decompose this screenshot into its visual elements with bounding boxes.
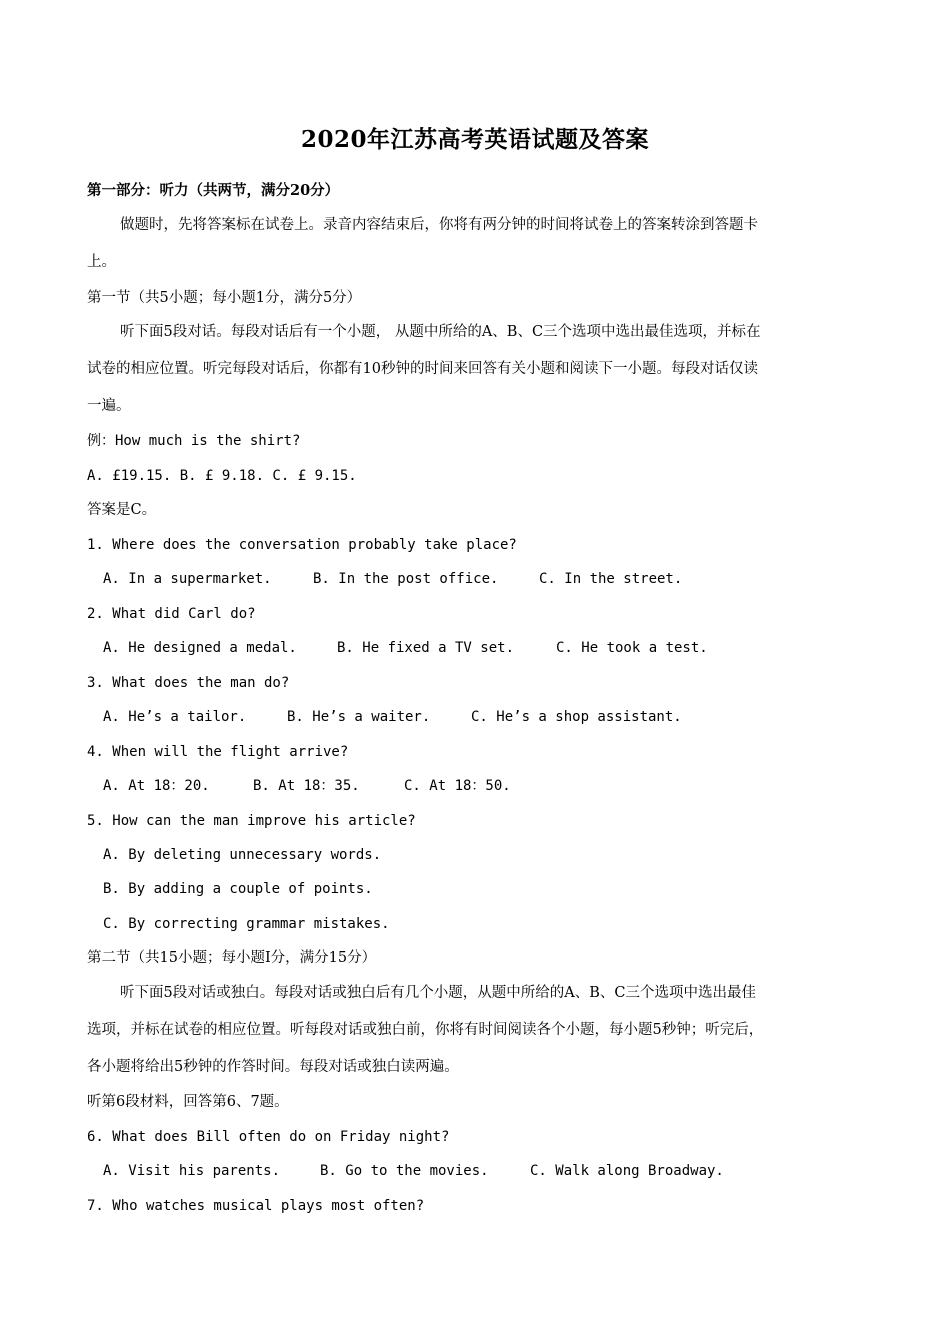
question-4-option-a: A. At 18：20. (103, 778, 210, 794)
section2-heading: 第二节（共15小题；每小题I分，满分15分） (87, 950, 377, 966)
example-answer: 答案是C。 (87, 502, 157, 518)
question-2-option-c: C. He took a test. (556, 640, 708, 656)
question-1-option-c: C. In the street. (539, 571, 683, 587)
question-5-option-b: B. By adding a couple of points. (103, 881, 373, 897)
section1-heading: 第一节（共5小题；每小题1分，满分5分） (87, 290, 362, 306)
section1-intro-line-1: 听下面5段对话。每段对话后有一个小题， 从题中所给的A、B、C三个选项中选出最佳选项，并标在 (120, 324, 761, 340)
question-4-option-c: C. At 18：50. (404, 778, 511, 794)
question-1: 1. Where does the conversation probably take place? (87, 537, 517, 553)
question-1-option-b: B. In the post office. (313, 571, 499, 587)
question-4-option-b: B. At 18：35. (253, 778, 360, 794)
question-2-option-a: A. He designed a medal. (103, 640, 297, 656)
question-7: 7. Who watches musical plays most often? (87, 1198, 425, 1214)
part1-intro-line-1: 做题时，先将答案标在试卷上。录音内容结束后，你将有两分钟的时间将试卷上的答案转涂到答题卡 (120, 217, 758, 233)
question-5-option-a: A. By deleting unnecessary words. (103, 847, 382, 863)
page-title: 2020年江苏高考英语试题及答案 (300, 126, 649, 153)
question-3-option-b: B. He’s a waiter. (287, 709, 431, 725)
example-options: A. £19.15. B. £ 9.18. C. £ 9.15. (87, 468, 357, 484)
question-1-option-a: A. In a supermarket. (103, 571, 272, 587)
example-question: 例：How much is the shirt? (87, 433, 301, 449)
question-6-option-b: B. Go to the movies. (320, 1163, 489, 1179)
question-5-option-c: C. By correcting grammar mistakes. (103, 916, 390, 932)
material-6-instruction: 听第6段材料，回答第6、7题。 (87, 1094, 289, 1110)
section1-intro-line-3: 一遍。 (87, 398, 131, 414)
question-3-option-c: C. He’s a shop assistant. (471, 709, 682, 725)
question-2-option-b: B. He fixed a TV set. (337, 640, 515, 656)
question-3-option-a: A. He’s a tailor. (103, 709, 247, 725)
question-6: 6. What does Bill often do on Friday night? (87, 1129, 450, 1145)
question-3: 3. What does the man do? (87, 675, 290, 691)
question-6-option-c: C. Walk along Broadway. (530, 1163, 724, 1179)
section2-intro-line-3: 各小题将给出5秒钟的作答时间。每段对话或独白读两遍。 (87, 1059, 459, 1075)
question-4: 4. When will the flight arrive? (87, 744, 349, 760)
question-5: 5. How can the man improve his article? (87, 813, 416, 829)
part1-intro-line-2: 上。 (87, 254, 116, 270)
question-6-option-a: A. Visit his parents. (103, 1163, 281, 1179)
section1-intro-line-2: 试卷的相应位置。听完每段对话后，你都有10秒钟的时间来回答有关小题和阅读下一小题。每段对话仅读 (87, 361, 758, 377)
part1-heading: 第一部分：听力（共两节，满分20分） (87, 182, 340, 199)
question-2: 2. What did Carl do? (87, 606, 256, 622)
section2-intro-line-2: 选项，并标在试卷的相应位置。听每段对话或独白前，你将有时间阅读各个小题，每小题5秒钟；听完后， (87, 1022, 764, 1038)
section2-intro-line-1: 听下面5段对话或独白。每段对话或独白后有几个小题，从题中所给的A、B、C三个选项中选出最佳 (120, 985, 756, 1001)
